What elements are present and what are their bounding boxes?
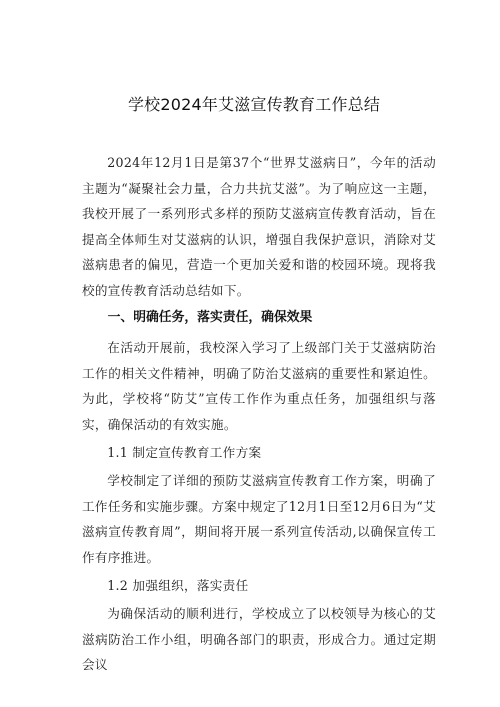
- intro-paragraph: 2024年12月1日是第37个“世界艾滋病日”，今年的活动主题为“凝聚社会力量，合力共抗艾滋”。为了响应这一主题，我校开展了一系列形式多样的预防艾滋病宣传教育活动，旨在提高全体师生对艾滋病的认识，增强自我保护意识，消除对艾滋病患者的偏见，营造一个更加关爱和谐的校园环境。现将我校的宣传教育活动总结如下。: [82, 155, 436, 298]
- subsection-1-1-paragraph: 学校制定了详细的预防艾滋病宣传教育工作方案，明确了工作任务和实施步骤。方案中规定了12月1日至12月6日为“艾滋病宣传教育周”，期间将开展一系列宣传活动,以确保宣传工作有序推进。: [82, 473, 436, 565]
- section-1-heading: 一、明确任务，落实责任，确保效果: [107, 310, 313, 325]
- subsection-1-2-paragraph: 为确保活动的顺利进行，学校成立了以校领导为核心的艾滋病防治工作小组，明确各部门的职责，形成合力。通过定期会议: [82, 606, 436, 672]
- subsection-1-1-heading: 1.1 制定宣传教育工作方案: [107, 445, 262, 460]
- subsection-1-2-heading: 1.2 加强组织，落实责任: [107, 578, 249, 593]
- document-title: 学校2024年艾滋宣传教育工作总结: [127, 95, 381, 114]
- section-1-paragraph: 在活动开展前，我校深入学习了上级部门关于艾滋病防治工作的相关文件精神，明确了防治艾滋病的重要性和紧迫性。为此，学校将“防艾”宣传工作作为重点任务，加强组织与落实，确保活动的有效实施。: [82, 340, 436, 432]
